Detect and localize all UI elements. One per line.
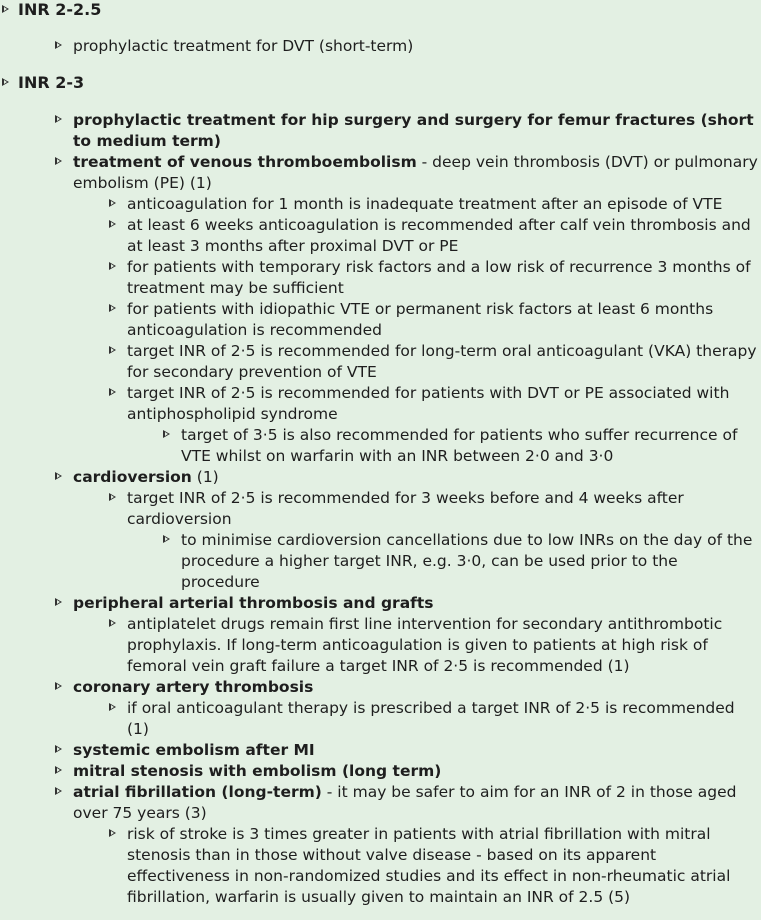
bullet-triangle-icon[interactable]	[55, 745, 62, 753]
bullet-triangle-icon[interactable]	[109, 829, 116, 837]
bullet-triangle-icon[interactable]	[109, 220, 116, 228]
list-item: peripheral arterial thrombosis and grafts antiplatelet drugs remain first line intervention for secondary antithrombotic prophylaxis. If long-term anticoagulation is given to patients at high risk of femoral vein graft failure a target INR of 2·5 is recommended (1)	[73, 593, 759, 677]
sub-list	[181, 425, 759, 467]
bullet-triangle-icon[interactable]	[109, 619, 116, 627]
expand-triangle-icon[interactable]	[2, 78, 9, 86]
bullet-triangle-icon[interactable]	[109, 388, 116, 396]
bullet-triangle-icon[interactable]	[109, 493, 116, 501]
list-item: mitral stenosis with embolism (long term)	[73, 761, 759, 782]
list-item: cardioversion (1) target INR of 2·5 is recommended for 3 weeks before and 4 weeks after cardioversion to minimise cardioversion cancellations due to low INRs on the day of the procedure a higher target INR, e.g. 3·0, can be used prior to the procedure	[73, 467, 759, 593]
bullet-triangle-icon[interactable]	[109, 262, 116, 270]
list-item: target INR of 2·5 is recommended for long-term oral anticoagulant (VKA) therapy for secondary prevention of VTE	[127, 341, 759, 383]
list-item: prophylactic treatment for hip surgery and surgery for femur fractures (short to medium term)	[73, 110, 759, 152]
bullet-triangle-icon[interactable]	[109, 304, 116, 312]
bullet-triangle-icon[interactable]	[55, 41, 62, 49]
list-item: anticoagulation for 1 month is inadequate treatment after an episode of VTE	[127, 194, 759, 215]
list-item: systemic embolism after MI	[73, 740, 759, 761]
list-item: coronary artery thrombosis if oral anticoagulant therapy is prescribed a target INR of 2·5 is recommended (1)	[73, 677, 759, 740]
list-item: to minimise cardioversion cancellations due to low INRs on the day of the procedure a higher target INR, e.g. 3·0, can be used prior to the procedure	[181, 530, 759, 593]
bullet-triangle-icon[interactable]	[163, 430, 170, 438]
section-heading[interactable]	[2, 0, 101, 19]
list-item: treatment of venous thromboembolism - deep vein thrombosis (DVT) or pulmonary embolism (PE) (1) anticoagulation for 1 month is inadequate treatment after an episode of VTE at least 6 weeks anticoagulation is recommended after calf vein thrombosis and at least 3 months after proximal DVT or PE for patients with temporary risk factors and a low risk of recurrence 3 months of treatment may be sufficient for patients with idiopathic VTE or permanent risk factors at least 6 months anticoagulation is recommended target INR of 2·5 is recommended for long-term oral anticoagulant (VKA) therapy for secondary prevention of VTE target INR of 2·5 is recommended for patients with DVT or PE associated with antiphospholipid syndrome target of 3·5 is also recommended for patients who suffer recurrence of VTE whilst on warfarin with an INR between 2·0 and 3·0	[73, 152, 759, 467]
list-item: target INR of 2·5 is recommended for patients with DVT or PE associated with antiphospholipid syndrome target of 3·5 is also recommended for patients who suffer recurrence of VTE whilst on warfarin with an INR between 2·0 and 3·0	[127, 383, 759, 467]
bullet-triangle-icon[interactable]	[109, 703, 116, 711]
section-list	[73, 36, 759, 57]
bullet-triangle-icon[interactable]	[55, 472, 62, 480]
bullet-triangle-icon[interactable]	[109, 199, 116, 207]
sub-list	[127, 194, 759, 467]
bullet-triangle-icon[interactable]	[55, 787, 62, 795]
section-heading-label: INR 2-3	[18, 73, 85, 92]
list-item: antiplatelet drugs remain first line intervention for secondary antithrombotic prophylaxis. If long-term anticoagulation is given to patients at high risk of femoral vein graft failure a target INR of 2·5 is recommended (1)	[127, 614, 759, 677]
list-item: atrial fibrillation (long-term) - it may be safer to aim for an INR of 2 in those aged over 75 years (3) risk of stroke is 3 times greater in patients with atrial fibrillation with mitral stenosis than in those without valve disease - based on its apparent effectiveness in non-randomized studies and its effect in non-rheumatic atrial fibrillation, warfarin is usually given to maintain an INR of 2.5 (5)	[73, 782, 759, 908]
bullet-triangle-icon[interactable]	[55, 115, 62, 123]
bullet-triangle-icon[interactable]	[55, 682, 62, 690]
list-item: prophylactic treatment for DVT (short-term)	[73, 36, 759, 57]
sub-list	[127, 824, 759, 908]
bullet-triangle-icon[interactable]	[55, 766, 62, 774]
list-item: for patients with idiopathic VTE or permanent risk factors at least 6 months anticoagulation is recommended	[127, 299, 759, 341]
section-heading-label: INR 2-2.5	[18, 0, 102, 19]
section-heading[interactable]	[2, 73, 84, 92]
sub-list	[181, 530, 759, 593]
list-item: target INR of 2·5 is recommended for 3 weeks before and 4 weeks after cardioversion to minimise cardioversion cancellations due to low INRs on the day of the procedure a higher target INR, e.g. 3·0, can be used prior to the procedure	[127, 488, 759, 593]
list-item: for patients with temporary risk factors and a low risk of recurrence 3 months of treatment may be sufficient	[127, 257, 759, 299]
bullet-triangle-icon[interactable]	[109, 346, 116, 354]
sub-list	[127, 488, 759, 593]
sub-list	[127, 614, 759, 677]
list-item: risk of stroke is 3 times greater in patients with atrial fibrillation with mitral stenosis than in those without valve disease - based on its apparent effectiveness in non-randomized studies and its effect in non-rheumatic atrial fibrillation, warfarin is usually given to maintain an INR of 2.5 (5)	[127, 824, 759, 908]
sub-list	[127, 698, 759, 740]
bullet-triangle-icon[interactable]	[55, 157, 62, 165]
expand-triangle-icon[interactable]	[2, 5, 9, 13]
bullet-triangle-icon[interactable]	[55, 598, 62, 606]
list-item: at least 6 weeks anticoagulation is recommended after calf vein thrombosis and at least 3 months after proximal DVT or PE	[127, 215, 759, 257]
list-item: if oral anticoagulant therapy is prescribed a target INR of 2·5 is recommended (1)	[127, 698, 759, 740]
section-list	[73, 110, 759, 908]
bullet-triangle-icon[interactable]	[163, 535, 170, 543]
list-item: target of 3·5 is also recommended for patients who suffer recurrence of VTE whilst on warfarin with an INR between 2·0 and 3·0	[181, 425, 759, 467]
